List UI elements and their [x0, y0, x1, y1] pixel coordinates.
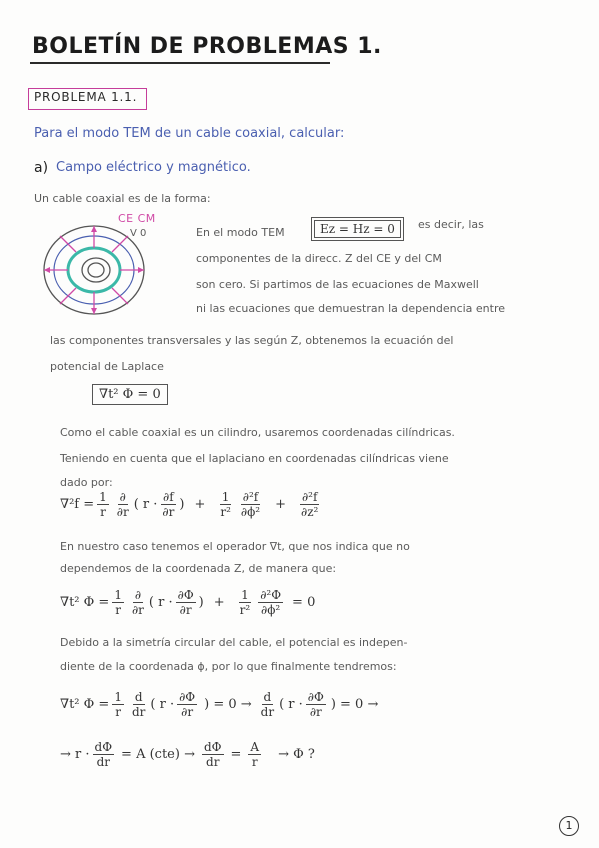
eq3-paren: ( r ·: [279, 697, 303, 712]
potential-derivation-equation: [60, 740, 315, 769]
tem-text-2: es decir, las: [418, 218, 484, 231]
laplacian-cylindrical-equation: [60, 490, 323, 519]
eq1-frac: $\frac{\partial f}{\partial r}$: [162, 490, 175, 519]
text-line: dado por:: [60, 476, 113, 489]
eq2-paren: ( r ·: [148, 595, 173, 610]
text-line: Teniendo en cuenta que el laplaciano en coordenadas cilíndricas viene: [60, 452, 449, 465]
eq1-plus: +: [194, 497, 206, 512]
text-line: En nuestro caso tenemos el operador ∇t, que nos indica que no: [60, 540, 410, 553]
eq1-frac: $\frac{1}{\text{r²}}$: [220, 490, 231, 519]
eq1-lhs: ∇²f =: [60, 497, 95, 512]
inner-conductor: [88, 263, 104, 277]
title-underline: [30, 62, 330, 64]
eq1-paren: ( r ·: [133, 497, 158, 512]
transverse-laplacian-equation: [60, 588, 315, 617]
teal-field-ring: [68, 248, 120, 292]
text-line: componentes de la direcc. Z del CE y del CM: [196, 252, 442, 265]
eq1-plus: +: [275, 497, 286, 512]
eq2-close: ): [198, 595, 204, 610]
part-a-letter: a): [34, 160, 49, 176]
eq1-frac: $\frac{\partial}{\partial r}$: [116, 490, 129, 519]
eq3-rhs: ) = 0 →: [330, 697, 379, 712]
eq2-frac: $\frac{1}{r}$: [114, 588, 122, 617]
problem-label: PROBLEMA 1.1.: [34, 90, 138, 104]
eq4-mid: = A (cte) →: [121, 747, 195, 762]
tem-condition-box: Ez = Hz = 0: [314, 220, 401, 238]
eq3-frac: $\frac{d}{dr}$: [131, 690, 146, 719]
arrow-head-left: [44, 267, 50, 273]
eq2-plus: +: [213, 595, 225, 610]
eq1-close: ): [179, 497, 185, 512]
text-line: ni las ecuaciones que demuestran la dependencia entre: [196, 302, 506, 315]
eq2-frac: $\frac{\text{∂²Φ}}{\text{∂ϕ²}}$: [260, 588, 282, 617]
eq3-lhs: ∇t² Φ =: [60, 697, 110, 712]
eq3-frac: $\frac{\partial\Phi}{\partial r}$: [307, 690, 324, 719]
eq3-frac: $\frac{d}{dr}$: [260, 690, 275, 719]
text-line: Como el cable coaxial es un cilindro, usaremos coordenadas cilíndricas.: [60, 426, 455, 439]
part-a-heading: Campo eléctrico y magnético.: [56, 160, 251, 175]
text-line: dependemos de la coordenada Z, de manera que:: [60, 562, 337, 575]
intro-text: Para el modo TEM de un cable coaxial, calcular:: [34, 126, 345, 141]
eq2-frac: $\frac{\partial\Phi}{\partial r}$: [177, 588, 194, 617]
eq3-paren: ( r ·: [150, 697, 175, 712]
text-line: potencial de Laplace: [50, 360, 164, 373]
laplace-equation-box: ∇t² Φ = 0: [92, 384, 168, 405]
inner-conductor-outer: [82, 258, 110, 282]
eq3-frac: $\frac{\partial\Phi}{\partial r}$: [179, 690, 196, 719]
eq3-mid: ) = 0 →: [204, 697, 252, 712]
text-line: Debido a la simetría circular del cable, el potencial es indepen-: [60, 636, 408, 649]
page-number: 1: [559, 816, 579, 836]
eq4-rhs: → Φ ?: [278, 747, 315, 762]
eq4-frac: $\frac{d\Phi}{dr}$: [94, 740, 113, 769]
eq1-frac: $\frac{1}{r}$: [99, 490, 107, 519]
eq2-frac: $\frac{1}{\text{r²}}$: [239, 588, 251, 617]
eq4-frac: $\frac{d\Phi}{dr}$: [203, 740, 222, 769]
line-form: Un cable coaxial es de la forma:: [34, 192, 211, 205]
eq1-frac: $\frac{\text{∂²f}}{\text{∂z²}}$: [301, 490, 319, 519]
eq4-eq: =: [230, 747, 242, 762]
arrow-head-top: [91, 226, 97, 232]
page-title: BOLETÍN DE PROBLEMAS 1.: [32, 34, 382, 59]
eq3-frac: $\frac{1}{r}$: [114, 690, 122, 719]
text-line: diente de la coordenada ϕ, por lo que finalmente tendremos:: [60, 660, 397, 673]
eq2-lhs: ∇t² Φ =: [60, 595, 110, 610]
arrow-head-bottom: [91, 308, 97, 314]
text-line: son cero. Si partimos de las ecuaciones de Maxwell: [196, 278, 479, 291]
diagram-sublabel: V 0: [130, 228, 147, 239]
tem-text-1: En el modo TEM: [196, 226, 285, 239]
radial-laplace-equation: [60, 690, 378, 719]
eq2-rhs: = 0: [292, 595, 316, 610]
arrow-head-right: [138, 267, 144, 273]
eq4-frac: $\frac{A}{r}$: [250, 740, 260, 769]
text-line: las componentes transversales y las según Z, obtenemos la ecuación del: [50, 334, 454, 347]
eq2-frac: $\frac{\partial}{\partial r}$: [131, 588, 144, 617]
eq1-frac: $\frac{\text{∂²f}}{\text{∂ϕ²}}$: [240, 490, 261, 519]
coaxial-cable-diagram: [32, 212, 182, 322]
diagram-legend: CE CM: [118, 212, 156, 225]
eq4-prefix: → r ·: [60, 747, 90, 762]
